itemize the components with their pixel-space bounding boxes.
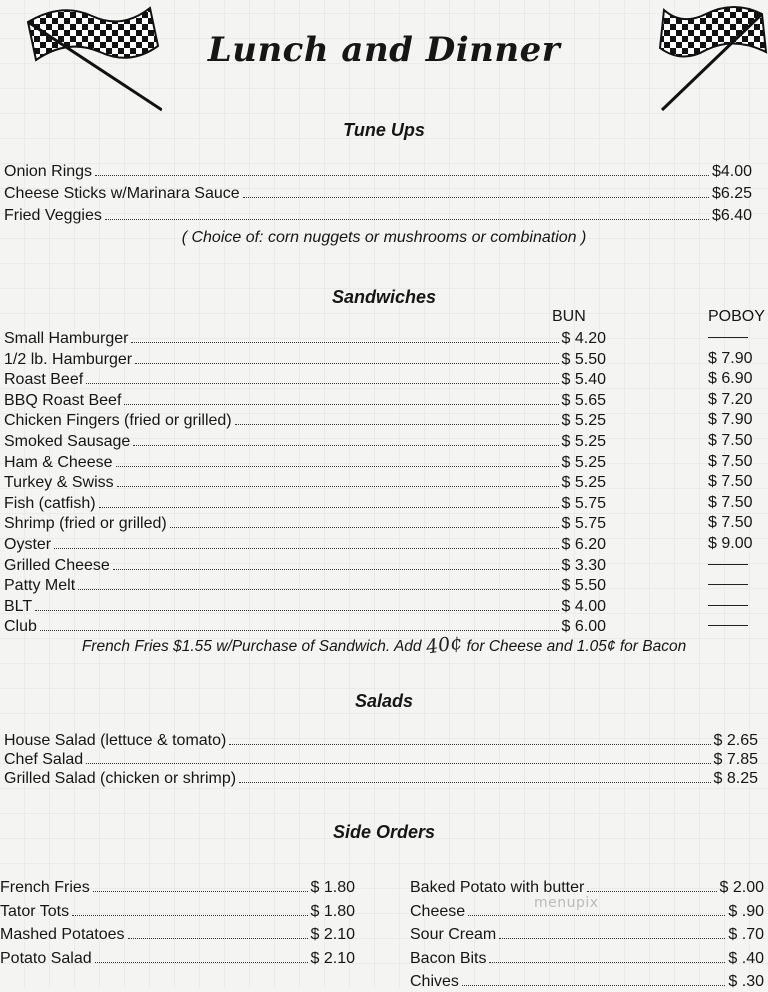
sandwich-row bbox=[4, 328, 606, 349]
tune-ups-note: ( Choice of: corn nuggets or mushrooms or combination ) bbox=[181, 229, 587, 246]
watermark-text: menupix bbox=[534, 895, 599, 911]
dot-leader bbox=[40, 616, 559, 631]
item-price: $ .30 bbox=[728, 973, 764, 990]
sandwich-row bbox=[4, 431, 606, 452]
item-price: $ 4.20 bbox=[561, 330, 606, 347]
dot-leader bbox=[229, 730, 710, 745]
item-name: Grilled Cheese bbox=[4, 556, 110, 574]
item-name: Mashed Potatoes bbox=[0, 926, 125, 943]
item-name: Club bbox=[4, 618, 37, 636]
item-name: Ham & Cheese bbox=[4, 453, 113, 471]
sandwich-row bbox=[4, 493, 606, 514]
dot-leader bbox=[462, 971, 726, 986]
sandwich-row bbox=[4, 390, 606, 411]
dot-leader bbox=[86, 749, 710, 764]
item-price: $ 4.00 bbox=[561, 597, 606, 615]
poboy-price: $ 7.50 bbox=[708, 452, 753, 470]
item-price: $ 2.10 bbox=[310, 926, 355, 943]
poboy-not-available-dash bbox=[708, 584, 748, 585]
item-name: Sour Cream bbox=[410, 926, 497, 943]
side-order-row bbox=[410, 924, 764, 945]
dot-leader bbox=[95, 948, 308, 963]
sandwich-row bbox=[4, 575, 606, 596]
side-order-row bbox=[410, 971, 764, 992]
item-price: $ 8.25 bbox=[713, 770, 758, 787]
poboy-price: $ 7.90 bbox=[708, 349, 753, 367]
item-name: Onion Rings bbox=[4, 163, 93, 180]
item-name: Small Hamburger bbox=[4, 330, 129, 347]
item-name: Chives bbox=[410, 973, 459, 990]
item-price: $ 6.00 bbox=[561, 618, 606, 636]
side-order-row bbox=[0, 924, 355, 945]
dot-leader bbox=[105, 205, 709, 220]
item-price: $ 5.25 bbox=[561, 412, 606, 430]
side-order-row bbox=[0, 877, 355, 898]
item-name: Tator Tots bbox=[0, 902, 70, 920]
sandwich-note-text: French Fries $1.55 w/Purchase of Sandwich. Add bbox=[81, 638, 422, 655]
item-name: Cheese bbox=[410, 902, 466, 920]
item-price: $ 2.10 bbox=[310, 949, 355, 967]
section-heading-sandwiches: Sandwiches bbox=[331, 287, 437, 307]
item-price: $ .70 bbox=[728, 926, 764, 943]
sandwich-row bbox=[4, 452, 606, 473]
salad-row bbox=[4, 768, 758, 789]
item-price: $ 5.25 bbox=[561, 474, 606, 492]
poboy-price: $ 7.90 bbox=[708, 411, 753, 429]
item-price: $ .90 bbox=[728, 902, 764, 920]
dot-leader bbox=[117, 472, 559, 487]
sandwich-row bbox=[4, 410, 606, 431]
poboy-price: $ 9.00 bbox=[708, 535, 753, 552]
item-price: $ 2.65 bbox=[713, 732, 758, 749]
item-price: $4.00 bbox=[711, 163, 752, 180]
dot-leader bbox=[131, 328, 558, 343]
item-price: $ 3.30 bbox=[561, 556, 606, 574]
item-name: Chicken Fingers (fried or grilled) bbox=[4, 412, 232, 430]
dot-leader bbox=[133, 431, 558, 446]
handwritten-cheese-price: 40¢ bbox=[424, 631, 464, 659]
sandwich-row bbox=[4, 534, 606, 555]
item-price: $ 5.50 bbox=[561, 577, 606, 595]
item-name: Shrimp (fried or grilled) bbox=[4, 515, 167, 533]
item-name: Chef Salad bbox=[4, 751, 84, 768]
sandwich-row bbox=[4, 555, 606, 576]
dot-leader bbox=[35, 596, 558, 611]
item-price: $6.25 bbox=[711, 185, 752, 202]
item-price: $ 6.20 bbox=[561, 536, 606, 553]
sandwich-row bbox=[4, 472, 606, 493]
dot-leader bbox=[499, 924, 725, 939]
sandwich-row bbox=[4, 369, 606, 390]
poboy-price: $ 7.50 bbox=[708, 473, 753, 491]
dot-leader bbox=[116, 452, 559, 467]
dot-leader bbox=[54, 534, 558, 549]
poboy-price: $ 7.50 bbox=[708, 432, 753, 449]
poboy-not-available-dash bbox=[708, 564, 748, 565]
item-name: Fried Veggies bbox=[4, 207, 102, 224]
item-price: $ 5.50 bbox=[561, 350, 606, 368]
item-price: $ 7.85 bbox=[713, 751, 758, 768]
item-price: $ 5.25 bbox=[561, 453, 606, 471]
dot-leader bbox=[93, 877, 308, 892]
dot-leader bbox=[124, 390, 558, 405]
dot-leader bbox=[113, 555, 559, 570]
side-order-row bbox=[410, 948, 764, 969]
item-name: Bacon Bits bbox=[410, 949, 487, 967]
sandwich-row bbox=[4, 349, 606, 370]
poboy-not-available-dash bbox=[708, 625, 748, 626]
salad-row bbox=[4, 749, 758, 770]
dot-leader bbox=[489, 948, 725, 963]
column-header-bun: BUN bbox=[552, 308, 586, 325]
dot-leader bbox=[86, 369, 558, 384]
dot-leader bbox=[587, 877, 716, 892]
item-name: Cheese Sticks w/Marinara Sauce bbox=[4, 185, 240, 202]
dot-leader bbox=[72, 901, 307, 916]
item-name: Roast Beef bbox=[4, 371, 84, 389]
sandwich-row bbox=[4, 596, 606, 617]
poboy-price: $ 7.50 bbox=[708, 514, 753, 532]
section-heading-side-orders: Side Orders bbox=[332, 822, 436, 842]
dot-leader bbox=[78, 575, 558, 590]
poboy-not-available-dash bbox=[708, 337, 748, 338]
item-price: $ 5.40 bbox=[561, 371, 606, 389]
poboy-price: $ 7.50 bbox=[708, 493, 753, 511]
item-price: $ 1.80 bbox=[310, 902, 355, 920]
item-price: $6.40 bbox=[711, 207, 752, 224]
item-price: $ 5.25 bbox=[561, 433, 606, 450]
item-name: Turkey & Swiss bbox=[4, 474, 114, 492]
column-header-poboy: POBOY bbox=[708, 308, 765, 325]
item-price: $ 5.65 bbox=[561, 391, 606, 409]
item-price: $ 1.80 bbox=[310, 879, 355, 896]
dot-leader bbox=[135, 349, 558, 364]
dot-leader bbox=[235, 410, 559, 425]
item-name: Potato Salad bbox=[0, 949, 92, 967]
item-name: House Salad (lettuce & tomato) bbox=[4, 732, 227, 749]
dot-leader bbox=[243, 183, 709, 198]
item-name: Oyster bbox=[4, 536, 52, 553]
poboy-not-available-dash bbox=[708, 605, 748, 606]
item-price: $ 2.00 bbox=[719, 879, 764, 896]
menu-item-row bbox=[4, 161, 752, 182]
poboy-price: $ 6.90 bbox=[708, 370, 753, 388]
dot-leader bbox=[95, 161, 709, 176]
item-name: Smoked Sausage bbox=[4, 433, 131, 450]
menu-item-row bbox=[4, 183, 752, 204]
item-name: 1/2 lb. Hamburger bbox=[4, 350, 133, 368]
sandwich-note-text-end: for Cheese and 1.05¢ for Bacon bbox=[466, 638, 687, 655]
dot-leader bbox=[99, 493, 559, 508]
dot-leader bbox=[128, 924, 308, 939]
sandwich-row bbox=[4, 513, 606, 534]
item-name: BLT bbox=[4, 597, 33, 615]
section-heading-salads: Salads bbox=[354, 691, 414, 711]
salad-row bbox=[4, 730, 758, 751]
item-price: $ 5.75 bbox=[561, 494, 606, 512]
item-name: Grilled Salad (chicken or shrimp) bbox=[4, 770, 237, 787]
poboy-price: $ 7.20 bbox=[708, 390, 753, 408]
dot-leader bbox=[239, 768, 710, 783]
item-name: Fish (catfish) bbox=[4, 494, 96, 512]
dot-leader bbox=[170, 513, 559, 528]
item-price: $ 5.75 bbox=[561, 515, 606, 533]
page-title: Lunch and Dinner bbox=[207, 30, 561, 70]
item-name: BBQ Roast Beef bbox=[4, 391, 122, 409]
item-name: French Fries bbox=[0, 879, 90, 896]
side-order-row bbox=[0, 948, 355, 969]
side-order-row bbox=[0, 901, 355, 922]
item-name: Patty Melt bbox=[4, 577, 76, 595]
item-name: Baked Potato with butter bbox=[410, 879, 585, 896]
section-heading-tune-ups: Tune Ups bbox=[343, 120, 425, 140]
menu-item-row bbox=[4, 205, 752, 226]
item-price: $ .40 bbox=[728, 949, 764, 967]
sandwich-note bbox=[0, 631, 768, 659]
